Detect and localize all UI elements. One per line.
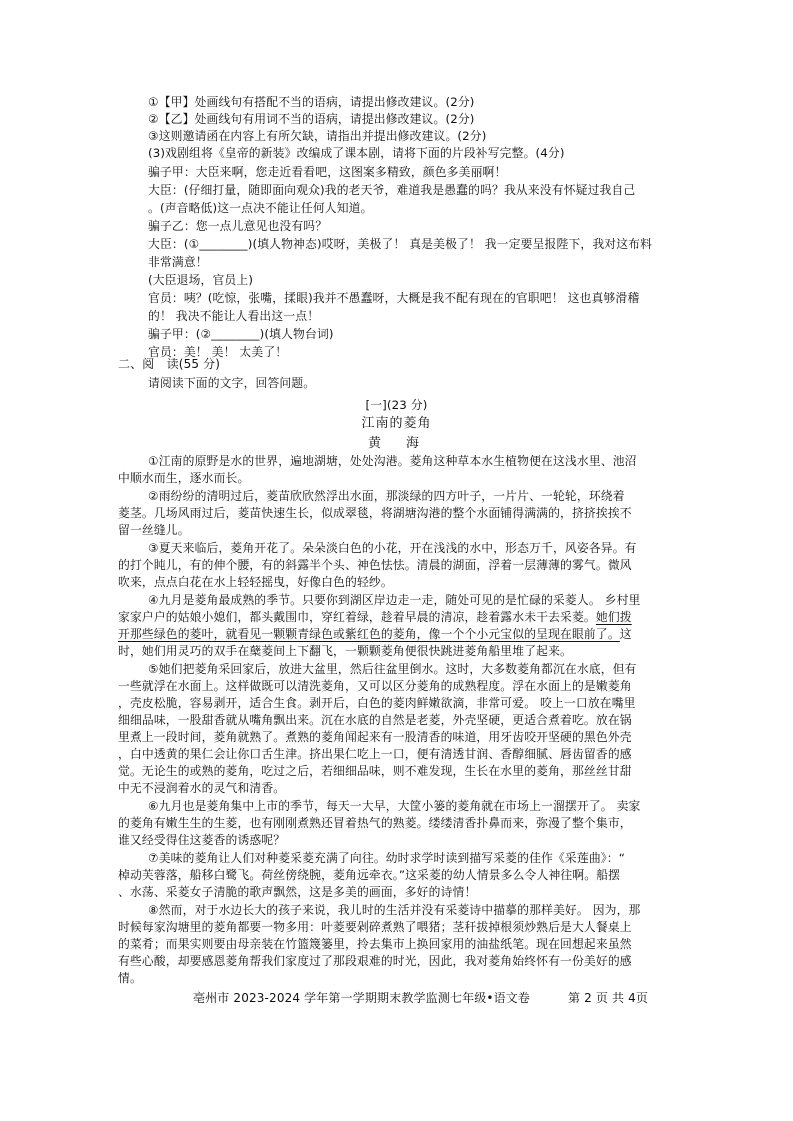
script-line: 骗子乙：您一点儿意见也没有吗？	[148, 219, 328, 233]
script-line: 骗子甲：(②________)(填人物台词)	[148, 327, 334, 341]
paragraph-line: 情。	[118, 971, 142, 985]
script-line: 骗子甲：大臣来啊，您走近看看吧，这图案多精致，颜色多美丽啊！	[148, 165, 507, 179]
question-3: (3)戏剧组将《皇帝的新装》改编成了课本剧，请将下面的片段补写完整。(4分)	[148, 146, 565, 160]
script-line: (大臣退场，官员上)	[148, 273, 254, 287]
section-heading: 二、阅 读(55 分)	[118, 357, 221, 371]
footer-exam-title: 亳州市 2023-2024 学年第一学期期末教学监测七年级•语文卷	[193, 991, 531, 1005]
paragraph-line: 棹动芙蓉落，船移白鹭飞。荷丝傍绕腕，菱角远牵衣。”这采菱的幼人情景多么令人神往啊。船摆	[118, 868, 621, 882]
part-label: [一](23 分)	[365, 398, 428, 412]
paragraph-text: 家家户户的姑娘小媳们，都头戴围巾，穿红着绿，趁着早晨的清凉，趁着露水未干去采菱。	[118, 610, 596, 624]
paragraph-line	[118, 609, 632, 625]
question-invite: ③这则邀请函在内容上有所欠缺，请指出并提出修改建议。(2分)	[148, 129, 487, 143]
paragraph-line: 的打个盹儿，有的伸个腰，有的斜露半个头、神色怯怯。清晨的湖面，浮着一层薄薄的雾气。微风	[118, 558, 632, 572]
script-line: 官员：美！ 美！ 太美了！	[148, 345, 288, 359]
reading-instruction: 请阅读下面的文字，回答问题。	[148, 376, 316, 390]
paragraph-line: 吹来，点点白花在水上轻轻摇曳，好像白色的轻纱。	[118, 575, 393, 589]
paragraph-line: 中无不浸润着水的灵气和清香。	[118, 781, 286, 795]
paragraph-line: 的菜肴；而果实则要由母亲装在竹篮篾篓里，拎去集市上换回家用的油盐纸笔。现在回想起来虽然	[118, 937, 632, 951]
paragraph-line: ⑥九月也是菱角集中上市的季节，每天一大早，大筐小篓的菱角就在市场上一溜摆开了。 卖家	[148, 799, 641, 813]
question-yi: ②【乙】处画线句有用词不当的语病，请提出修改建议。(2分)	[148, 112, 475, 126]
paragraph-line: 里煮上一段时间，菱角就熟了。煮熟的菱角闻起来有一股清香的味道，用牙齿咬开坚硬的黑色外壳	[118, 730, 632, 744]
underlined-sentence: 开那些绿色的菱叶，就看见一颗颗青绿色或紫红色的菱角，像一个个小元宝似的呈现在眼前了。	[118, 627, 620, 641]
paragraph-line: 、水荡、采菱女子清脆的歌声飘然，这是多美的画面，多好的诗情！	[118, 885, 477, 899]
script-line: 非常满意！	[148, 255, 208, 269]
paragraph-line: 谁又经受得住这菱香的诱惑呢？	[118, 833, 286, 847]
paragraph-line: ②雨纷纷的清明过后，菱苗欣欣然浮出水面，那淡绿的四方叶子，一片片、一轮轮，环绕着	[148, 489, 625, 503]
paragraph-line: ⑧然而，对于水边长大的孩子来说，我儿时的生活并没有采菱诗中描摹的那样美好。 因为，那	[148, 903, 641, 917]
article-title: 江南的菱角	[361, 416, 432, 431]
paragraph-line: 觉。无论生的或熟的菱角，吃过之后，若细细品味，则不难发现，生长在水里的菱角，那丝丝甘甜	[118, 764, 632, 778]
paragraph-line: ①江南的原野是水的世界，遍地湖塘，处处沟港。菱角这种草本水生植物便在这浅水里、池沼	[148, 454, 637, 468]
underlined-sentence: 她们拨	[595, 610, 632, 624]
paragraph-line: ，白中透黄的果仁会让你口舌生津。挤出果仁吃上一口，便有清透甘润、香醇细腻、唇齿留香的感	[118, 747, 632, 761]
paragraph-line: ④九月是菱角最成熟的季节。只要你到湖区岸边走一走，随处可见的是忙碌的采菱人。 乡村里	[148, 593, 641, 607]
paragraph-line: 留一丝缝儿。	[118, 523, 190, 537]
footer-page-number: 第 2 页 共 4页	[568, 991, 649, 1005]
paragraph-line: ⑦美味的菱角让人们对种菱采菱充满了向往。幼时求学时读到描写采菱的佳作《采莲曲》：“	[148, 851, 626, 865]
question-jia: ①【甲】处画线句有搭配不当的语病，请提出修改建议。(2分)	[148, 95, 475, 109]
script-line: 官员：咦？(吃惊，张嘴，揉眼)我并不愚蠢呀，大概是我不配有现在的官职吧！ 这也真够滑稽	[148, 291, 640, 305]
script-line: 的！ 我决不能让人看出这一点！	[148, 309, 320, 323]
paragraph-line: 有些心酸，却要感恩菱角帮我们家度过了那段艰难的时光，因此，我对菱角始终怀有一份美好的感	[118, 954, 632, 968]
paragraph-line: ③夏天来临后，菱角开花了。朵朵淡白色的小花，开在浅浅的水中，形态万千，风姿各异。有	[148, 541, 637, 555]
paragraph-line	[118, 626, 632, 642]
paragraph-line: 细细品味，一股甜香就从嘴角飘出来。沉在水底的自然是老菱，外壳坚硬，更适合煮着吃。放在锅	[118, 713, 632, 727]
script-line: 大臣：(①________)(填人物神态)哎呀，美极了！ 真是美极了！ 我一定要呈报陛下，我对这布料	[148, 237, 653, 251]
paragraph-line: ⑤她们把菱角采回家后，放进大盆里，然后往盆里倒水。这时，大多数菱角都沉在水底，但有	[148, 662, 637, 676]
script-line: 大臣：(仔细打量，随即面向观众)我的老天爷，难道我是愚蠢的吗？我从来没有怀疑过我自己	[148, 183, 636, 197]
paragraph-line: 的菱角有嫩生生的生菱，也有刚刚煮熟还冒着热气的熟菱。缕缕清香扑鼻而来，弥漫了整个集市，	[118, 816, 632, 830]
paragraph-line: 时，她们用灵巧的双手在蘖菱间上下翻飞，一颗颗菱角便很快跳进菱角船里堆了起来。	[118, 644, 572, 658]
paragraph-line: 菱茎。几场风雨过后，菱苗快速生长，似成翠毯，将湖塘沟港的整个水面铺得满满的，挤挤挨挨不	[118, 506, 632, 520]
paragraph-line: 一些就浮在水面上。这样做既可以清洗菱角，又可以区分菱角的成熟程度。浮在水面上的是嫩菱角	[118, 679, 632, 693]
paragraph-line: 中顺水而生，逐水而长。	[118, 471, 250, 485]
paragraph-text: 这	[619, 627, 632, 641]
script-line: 。(声音略低)这一点决不能让任何人知道。	[148, 201, 373, 215]
article-author: 黄 海	[367, 436, 425, 451]
paragraph-line: ，壳皮松脆，容易剥开，适合生食。剥开后，白色的菱肉鲜嫩欲滴，非常可爱。 咬上一口放在嘴里	[118, 696, 636, 710]
paragraph-line: 时候每家沟塘里的菱角都要一物多用：叶菱要剁碎煮熟了喂猪；茎秆拔掉根须炒熟后是大人餐桌上	[118, 920, 632, 934]
